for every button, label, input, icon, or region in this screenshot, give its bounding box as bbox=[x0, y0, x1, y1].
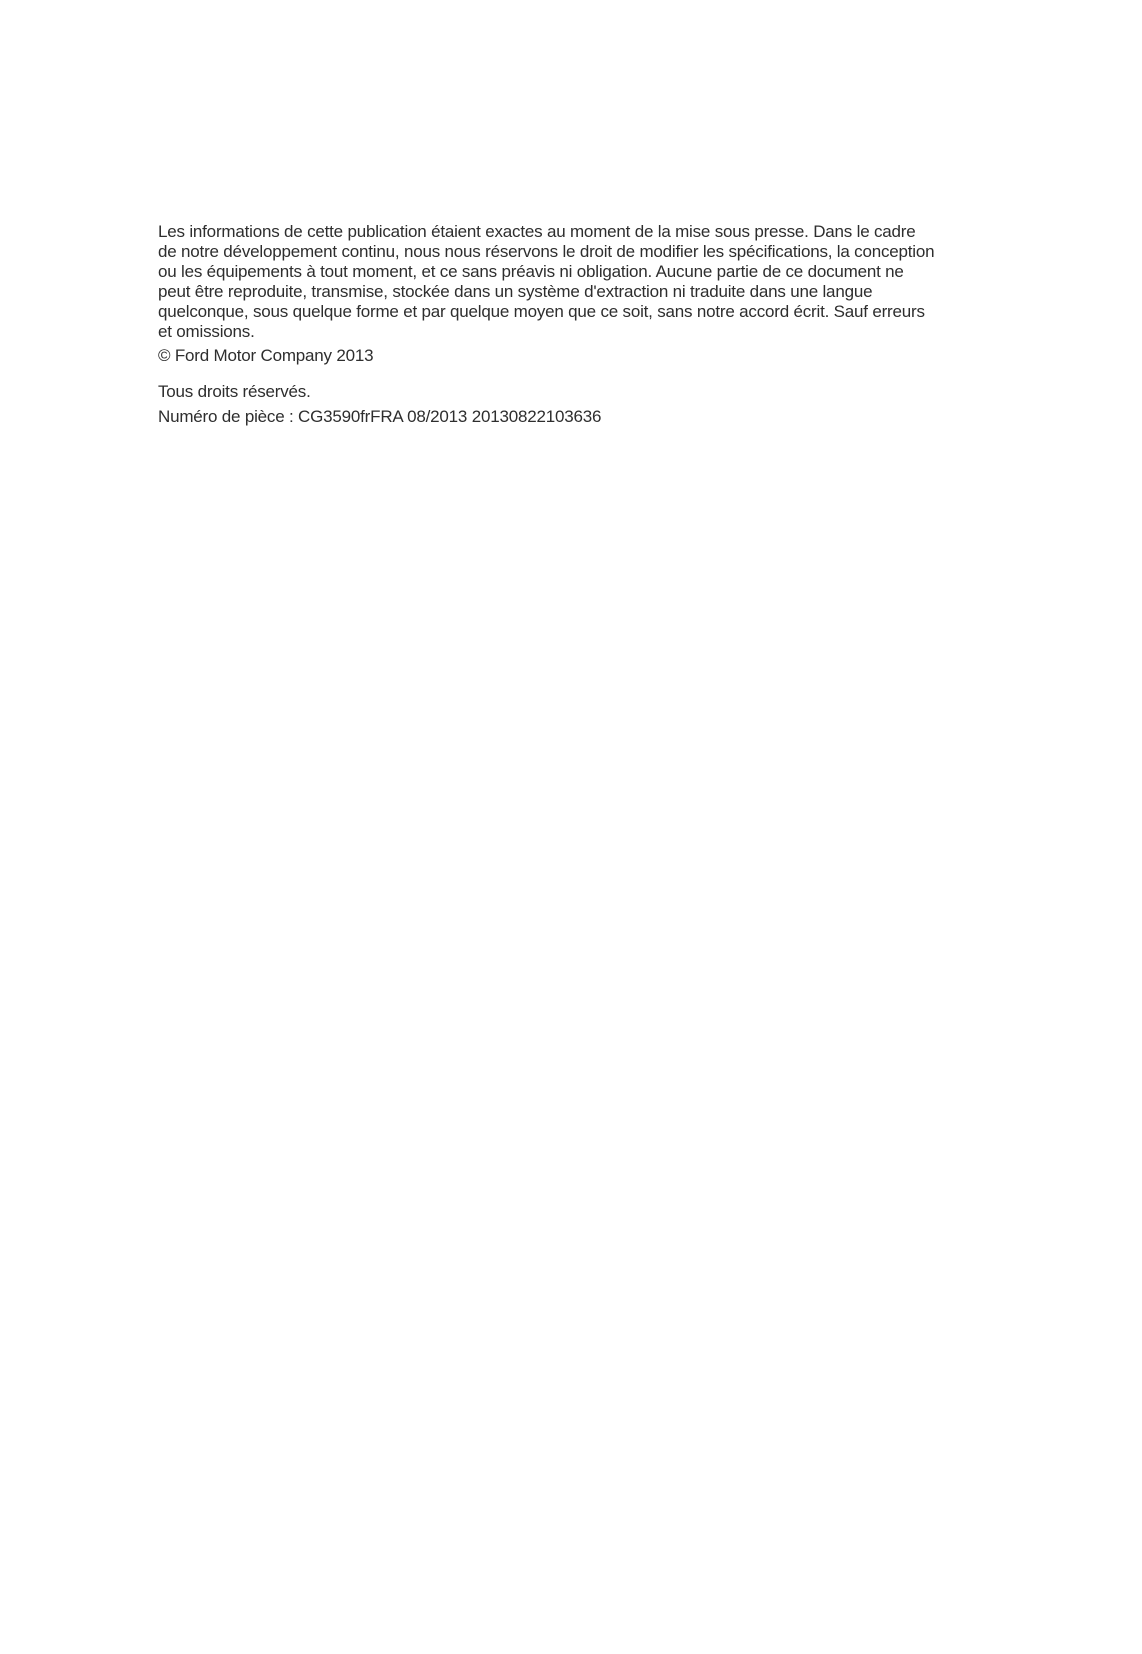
copyright-line: © Ford Motor Company 2013 bbox=[158, 346, 374, 365]
legal-notice-line: de notre développement continu, nous nous réservons le droit de modifier les spécifications, la conception bbox=[158, 242, 935, 261]
legal-notice-line: peut être reproduite, transmise, stockée dans un système d'extraction ni traduite dans une langue bbox=[158, 282, 873, 301]
rights-reserved-line: Tous droits réservés. bbox=[158, 382, 311, 401]
colophon-text-block bbox=[158, 222, 988, 427]
legal-notice-line: ou les équipements à tout moment, et ce sans préavis ni obligation. Aucune partie de ce document ne bbox=[158, 262, 904, 281]
legal-notice-line: Les informations de cette publication étaient exactes au moment de la mise sous presse. Dans le cadre bbox=[158, 222, 916, 241]
legal-notice-line: quelconque, sous quelque forme et par quelque moyen que ce soit, sans notre accord écrit. Sauf erreurs bbox=[158, 302, 925, 321]
legal-notice-line: et omissions. bbox=[158, 322, 255, 341]
legal-notice-paragraph bbox=[158, 222, 988, 342]
part-number-line: Numéro de pièce : CG3590frFRA 08/2013 20130822103636 bbox=[158, 407, 602, 426]
